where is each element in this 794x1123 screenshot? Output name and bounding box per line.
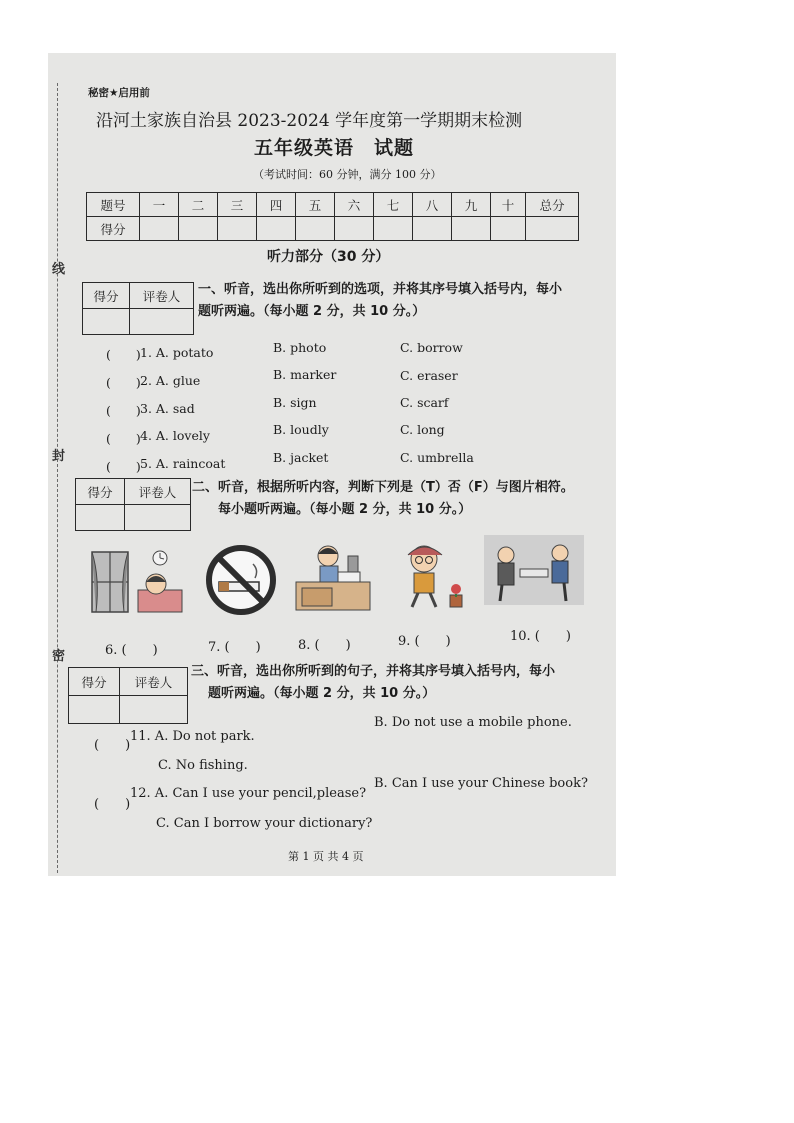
section1-instruction-line1: 一、听音，选出你所听到的选项，并将其序号填入括号内，每小: [198, 282, 563, 297]
grader-name-cell: [125, 505, 191, 531]
q2-option-c: C. eraser: [400, 368, 458, 383]
q2-option-b: B. marker: [273, 367, 337, 382]
q1-option-a: 1. A. potato: [140, 345, 214, 360]
exam-title: 沿河土家族自治县 2023-2024 学年度第一学期期末检测: [96, 111, 523, 131]
score-table-col: 三: [218, 193, 257, 217]
score-table-row-label: 题号: [87, 193, 140, 217]
score-table-col: 六: [335, 193, 374, 217]
score-table-col: 九: [452, 193, 491, 217]
score-cell: [452, 217, 491, 241]
score-cell: [218, 217, 257, 241]
score-table-row-label: 得分: [87, 217, 140, 241]
score-table: [86, 192, 579, 241]
section2-instruction-line1: 二、听音，根据所听内容，判断下列是（T）否（F）与图片相符。: [192, 480, 574, 495]
q3-option-b: B. sign: [273, 395, 317, 410]
grader-name-cell: [120, 696, 188, 724]
q1-option-c: C. borrow: [400, 340, 463, 355]
score-cell: [179, 217, 218, 241]
picture-7-answer: 7. ( ): [208, 640, 261, 655]
section1-instruction-line2: 题听两遍。（每小题 2 分，共 10 分。）: [198, 304, 426, 319]
score-cell: [296, 217, 335, 241]
subject-title: 五年级英语 试题: [254, 137, 415, 159]
grader-score-label: 得分: [83, 283, 130, 309]
q12-option-b: B. Can I use your Chinese book?: [374, 776, 588, 791]
q3-paren: ( ): [106, 403, 141, 418]
q5-option-c: C. umbrella: [400, 450, 474, 465]
score-table-col: 二: [179, 193, 218, 217]
grader-name-cell: [130, 309, 194, 335]
q11-option-c: C. No fishing.: [158, 758, 248, 773]
q3-option-c: C. scarf: [400, 395, 449, 410]
listening-heading: 听力部分（30 分）: [267, 249, 390, 265]
grader-score-label: 得分: [69, 668, 120, 696]
grader-name-label: 评卷人: [130, 283, 194, 309]
q4-paren: ( ): [106, 431, 141, 446]
grader-score-cell: [83, 309, 130, 335]
picture-6-sleeping-child: [90, 548, 184, 616]
grader-score-cell: [69, 696, 120, 724]
q4-option-b: B. loudly: [273, 422, 329, 437]
q5-option-b: B. jacket: [273, 450, 329, 465]
picture-10-playing-chess: [484, 535, 584, 605]
page-number: 第 1 页 共 4 页: [288, 850, 364, 863]
picture-10-answer: 10. ( ): [510, 629, 571, 644]
q2-paren: ( ): [106, 375, 141, 390]
q5-option-a: 5. A. raincoat: [140, 456, 226, 471]
q11-paren: ( ): [94, 738, 131, 753]
score-cell: [526, 217, 579, 241]
exam-paper-sheet: [48, 53, 616, 876]
q4-option-a: 4. A. lovely: [140, 428, 210, 443]
q12-paren: ( ): [94, 797, 131, 812]
section3-instruction-line2: 题听两遍。（每小题 2 分，共 10 分。）: [208, 686, 436, 701]
q3-option-a: 3. A. sad: [140, 401, 195, 416]
side-label-line: 线: [52, 262, 66, 277]
score-table-col: 一: [140, 193, 179, 217]
score-cell: [374, 217, 413, 241]
grader-box-3: [68, 667, 188, 724]
grader-name-label: 评卷人: [125, 479, 191, 505]
score-cell: [335, 217, 374, 241]
score-table-total: 总分: [526, 193, 579, 217]
score-cell: [491, 217, 526, 241]
score-cell: [413, 217, 452, 241]
picture-6-answer: 6. ( ): [105, 643, 158, 658]
score-table-col: 七: [374, 193, 413, 217]
q4-option-c: C. long: [400, 422, 445, 437]
q2-option-a: 2. A. glue: [140, 373, 201, 388]
picture-9-girl-with-plant: [390, 541, 472, 613]
grader-score-label: 得分: [76, 479, 125, 505]
exam-info: （考试时间：60 分钟，满分 100 分）: [253, 168, 442, 181]
score-cell: [140, 217, 179, 241]
section3-instruction-line1: 三、听音，选出你所听到的句子，并将其序号填入括号内，每小: [191, 664, 556, 679]
q1-option-b: B. photo: [273, 340, 327, 355]
grader-name-label: 评卷人: [120, 668, 188, 696]
score-table-col: 八: [413, 193, 452, 217]
q12-option-c: C. Can I borrow your dictionary?: [156, 816, 373, 831]
picture-7-no-smoking-sign: [205, 544, 277, 616]
picture-8-child-studying: [292, 542, 374, 614]
section2-instruction-line2: 每小题听两遍。（每小题 2 分，共 10 分。）: [218, 502, 472, 517]
score-table-col: 五: [296, 193, 335, 217]
q1-paren: ( ): [106, 347, 141, 362]
side-label-seal: 封: [52, 449, 66, 464]
score-cell: [257, 217, 296, 241]
grader-score-cell: [76, 505, 125, 531]
q11-option-b: B. Do not use a mobile phone.: [374, 715, 572, 730]
picture-9-answer: 9. ( ): [398, 634, 451, 649]
grader-box-1: [82, 282, 194, 335]
side-label-secret: 密: [52, 649, 66, 664]
grader-box-2: [75, 478, 191, 531]
picture-8-answer: 8. ( ): [298, 638, 351, 653]
q12-option-a: 12. A. Can I use your pencil,please?: [130, 786, 367, 801]
q5-paren: ( ): [106, 459, 141, 474]
q11-option-a: 11. A. Do not park.: [130, 729, 255, 744]
seal-line: [57, 83, 58, 873]
confidential-mark: 秘密★启用前: [88, 87, 150, 99]
score-table-col: 四: [257, 193, 296, 217]
score-table-col: 十: [491, 193, 526, 217]
